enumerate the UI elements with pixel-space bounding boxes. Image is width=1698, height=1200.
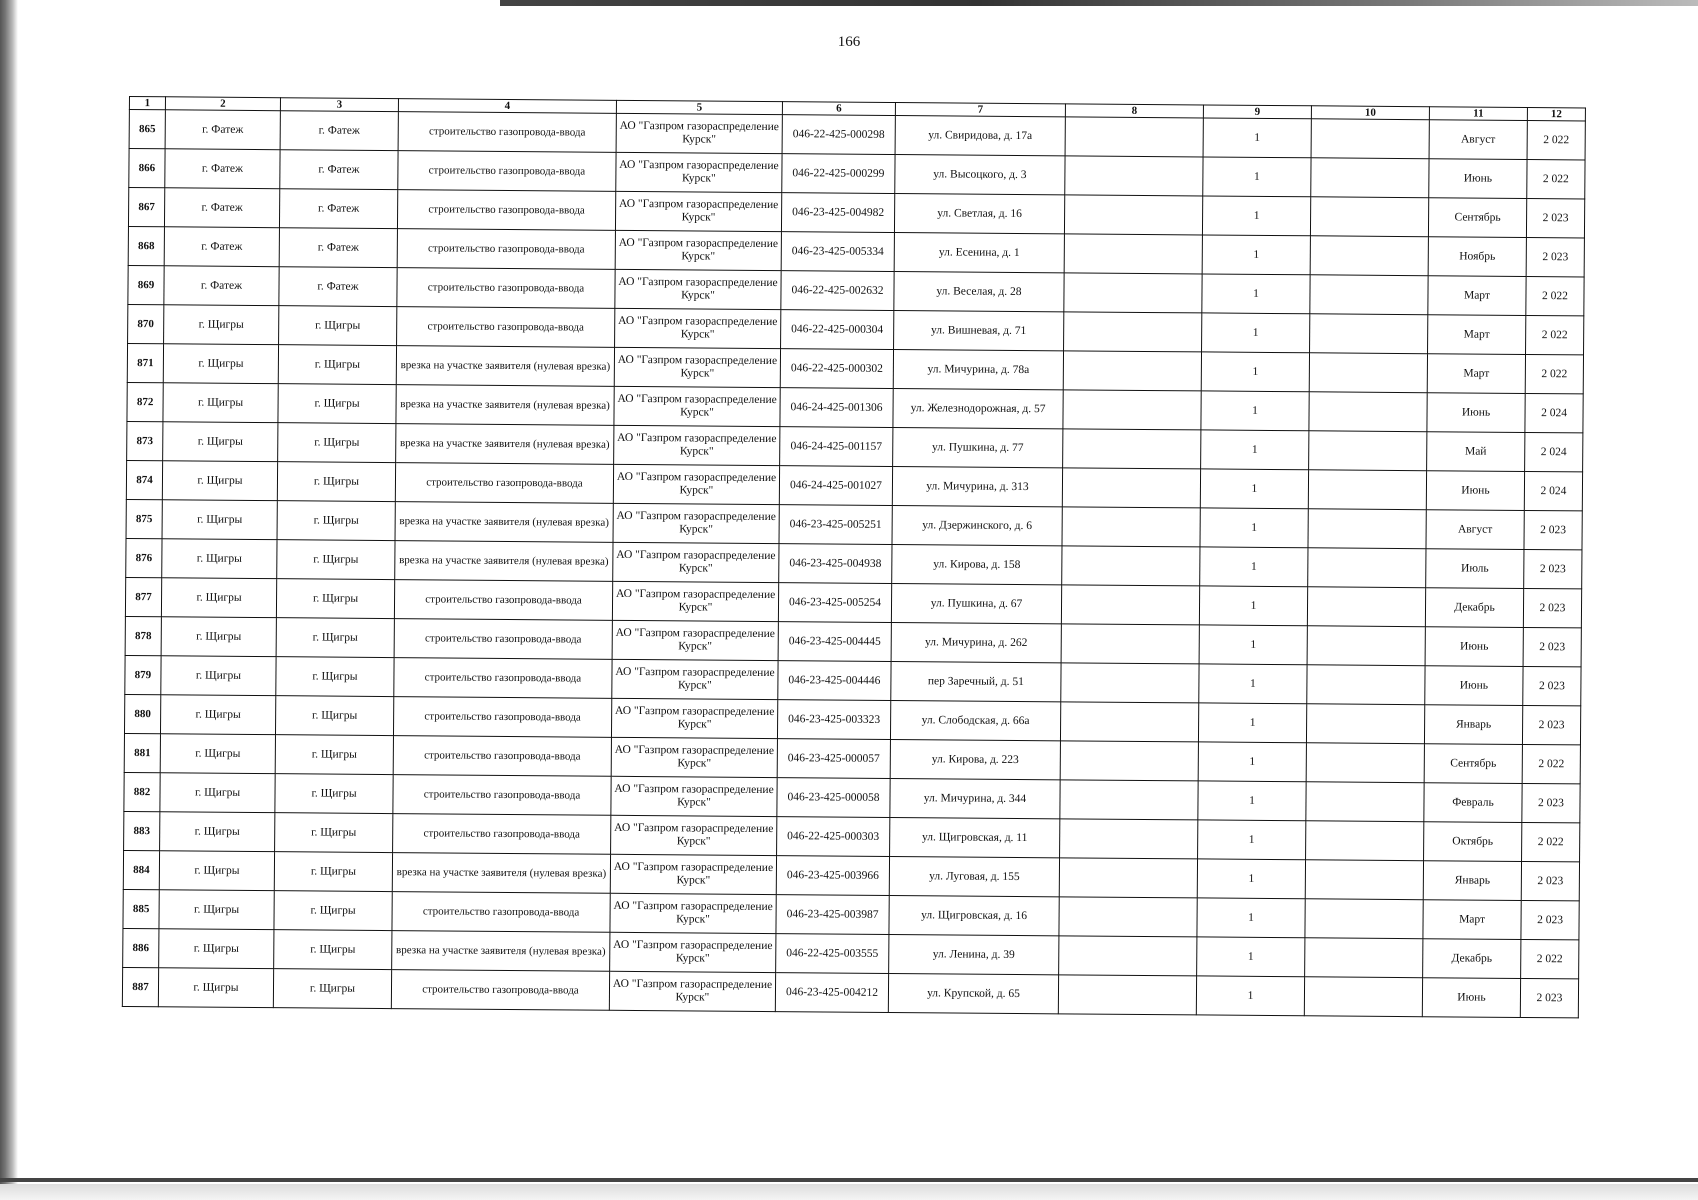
organization-cell: АО "Газпром газораспределение Курск" xyxy=(610,854,776,894)
month-cell: Сентябрь xyxy=(1428,198,1526,238)
settlement-cell: г. Фатеж xyxy=(280,111,398,151)
work-type-cell: строительство газопровода-ввода xyxy=(393,736,611,777)
year-cell: 2 023 xyxy=(1521,861,1579,900)
column-8-cell xyxy=(1065,117,1203,157)
column-8-cell xyxy=(1063,429,1201,469)
address-cell: ул. Веселая, д. 28 xyxy=(894,272,1064,312)
row-number: 883 xyxy=(124,811,160,850)
page-number: 166 xyxy=(837,34,861,50)
month-cell: Январь xyxy=(1423,861,1521,901)
scan-edge-top xyxy=(500,0,1698,6)
municipality-cell: г. Щигры xyxy=(162,461,277,501)
column-10-cell xyxy=(1307,626,1425,666)
application-code-cell: 046-22-425-000302 xyxy=(780,349,893,389)
settlement-cell: г. Фатеж xyxy=(279,189,397,229)
municipality-cell: г. Щигры xyxy=(161,578,276,618)
year-cell: 2 023 xyxy=(1524,510,1582,549)
work-type-cell: строительство газопровода-ввода xyxy=(397,190,615,231)
quantity-cell: 1 xyxy=(1196,976,1304,1016)
column-8-cell xyxy=(1064,273,1202,313)
work-type-cell: врезка на участке заявителя (нулевая врезка) xyxy=(396,346,614,387)
address-cell: ул. Щигровская, д. 16 xyxy=(889,895,1059,935)
column-10-cell xyxy=(1309,431,1427,471)
column-10-cell xyxy=(1305,938,1423,978)
address-cell: ул. Пушкина, д. 67 xyxy=(891,584,1061,624)
organization-cell: АО "Газпром газораспределение Курск" xyxy=(610,893,776,933)
quantity-cell: 1 xyxy=(1202,274,1310,314)
row-number: 871 xyxy=(127,343,163,382)
address-cell: ул. Ленина, д. 39 xyxy=(889,934,1059,974)
row-number: 877 xyxy=(125,577,161,616)
column-8-cell xyxy=(1062,468,1200,508)
municipality-cell: г. Щигры xyxy=(160,812,275,852)
settlement-cell: г. Щигры xyxy=(277,540,395,580)
organization-cell: АО "Газпром газораспределение Курск" xyxy=(611,815,777,855)
address-cell: ул. Высоцкого, д. 3 xyxy=(895,155,1065,195)
settlement-cell: г. Щигры xyxy=(274,891,392,931)
column-8-cell xyxy=(1060,819,1198,859)
municipality-cell: г. Фатеж xyxy=(165,110,280,150)
settlement-cell: г. Щигры xyxy=(273,969,391,1009)
column-8-cell xyxy=(1064,312,1202,352)
application-code-cell: 046-23-425-000058 xyxy=(777,778,890,818)
application-code-cell: 046-23-425-003966 xyxy=(776,856,889,896)
application-code-cell: 046-23-425-005251 xyxy=(779,505,892,545)
municipality-cell: г. Щигры xyxy=(158,968,273,1008)
scan-edge-left xyxy=(0,0,18,1200)
column-10-cell xyxy=(1306,821,1424,861)
month-cell: Август xyxy=(1429,120,1527,160)
organization-cell: АО "Газпром газораспределение Курск" xyxy=(613,542,779,582)
settlement-cell: г. Фатеж xyxy=(280,150,398,190)
column-10-cell xyxy=(1308,548,1426,588)
column-8-cell xyxy=(1062,546,1200,586)
municipality-cell: г. Щигры xyxy=(159,851,274,891)
application-code-cell: 046-22-425-000304 xyxy=(781,310,894,350)
year-cell: 2 024 xyxy=(1525,393,1583,432)
settlement-cell: г. Щигры xyxy=(277,501,395,541)
organization-cell: АО "Газпром газораспределение Курск" xyxy=(610,932,776,972)
work-type-cell: строительство газопровода-ввода xyxy=(395,463,613,504)
column-8-cell xyxy=(1058,975,1196,1015)
settlement-cell: г. Щигры xyxy=(279,306,397,346)
column-8-cell xyxy=(1059,897,1197,937)
settlement-cell: г. Фатеж xyxy=(279,228,397,268)
month-cell: Декабрь xyxy=(1425,588,1523,628)
quantity-cell: 1 xyxy=(1199,586,1307,626)
quantity-cell: 1 xyxy=(1202,313,1310,353)
work-type-cell: врезка на участке заявителя (нулевая врезка) xyxy=(396,424,614,465)
work-type-cell: врезка на участке заявителя (нулевая врезка) xyxy=(395,502,613,543)
column-10-cell xyxy=(1310,314,1428,354)
column-8-cell xyxy=(1059,936,1197,976)
year-cell: 2 022 xyxy=(1527,159,1585,198)
application-code-cell: 046-23-425-004446 xyxy=(778,661,891,701)
column-8-cell xyxy=(1064,234,1202,274)
organization-cell: АО "Газпром газораспределение Курск" xyxy=(611,737,777,777)
municipality-cell: г. Фатеж xyxy=(164,266,279,306)
registry-table xyxy=(122,96,1586,1018)
organization-cell: АО "Газпром газораспределение Курск" xyxy=(612,659,778,699)
work-type-cell: врезка на участке заявителя (нулевая врезка) xyxy=(392,931,610,972)
settlement-cell: г. Щигры xyxy=(276,618,394,658)
year-cell: 2 023 xyxy=(1521,900,1579,939)
row-number: 887 xyxy=(122,967,158,1006)
municipality-cell: г. Фатеж xyxy=(164,227,279,267)
column-8-cell xyxy=(1060,702,1198,742)
column-10-cell xyxy=(1306,743,1424,783)
column-10-cell xyxy=(1306,782,1424,822)
municipality-cell: г. Щигры xyxy=(162,500,277,540)
address-cell: ул. Мичурина, д. 262 xyxy=(891,623,1061,663)
settlement-cell: г. Фатеж xyxy=(279,267,397,307)
organization-cell: АО "Газпром газораспределение Курск" xyxy=(615,269,781,309)
quantity-cell: 1 xyxy=(1200,547,1308,587)
column-8-cell xyxy=(1059,858,1197,898)
application-code-cell: 046-23-425-000057 xyxy=(777,739,890,779)
row-number: 875 xyxy=(126,499,162,538)
settlement-cell: г. Щигры xyxy=(275,774,393,814)
municipality-cell: г. Щигры xyxy=(160,734,275,774)
column-number: 5 xyxy=(616,100,782,114)
municipality-cell: г. Щигры xyxy=(162,539,277,579)
municipality-cell: г. Щигры xyxy=(163,344,278,384)
application-code-cell: 046-23-425-005334 xyxy=(781,232,894,272)
month-cell: Сентябрь xyxy=(1424,744,1522,784)
quantity-cell: 1 xyxy=(1198,820,1306,860)
year-cell: 2 023 xyxy=(1526,237,1584,276)
municipality-cell: г. Щигры xyxy=(161,656,276,696)
settlement-cell: г. Щигры xyxy=(277,462,395,502)
application-code-cell: 046-22-425-003555 xyxy=(776,934,889,974)
quantity-cell: 1 xyxy=(1201,352,1309,392)
municipality-cell: г. Щигры xyxy=(160,695,275,735)
year-cell: 2 022 xyxy=(1527,120,1585,159)
address-cell: ул. Есенина, д. 1 xyxy=(894,233,1064,273)
column-10-cell xyxy=(1305,899,1423,939)
organization-cell: АО "Газпром газораспределение Курск" xyxy=(609,971,775,1011)
work-type-cell: строительство газопровода-ввода xyxy=(393,775,611,816)
settlement-cell: г. Щигры xyxy=(275,696,393,736)
application-code-cell: 046-23-425-004445 xyxy=(778,622,891,662)
organization-cell: АО "Газпром газораспределение Курск" xyxy=(616,113,782,153)
year-cell: 2 023 xyxy=(1526,198,1584,237)
address-cell: ул. Мичурина, д. 78а xyxy=(893,350,1063,390)
row-number: 886 xyxy=(123,928,159,967)
column-10-cell xyxy=(1307,587,1425,627)
quantity-cell: 1 xyxy=(1198,742,1306,782)
column-8-cell xyxy=(1061,624,1199,664)
month-cell: Июнь xyxy=(1425,666,1523,706)
column-8-cell xyxy=(1064,195,1202,235)
year-cell: 2 023 xyxy=(1523,666,1581,705)
work-type-cell: строительство газопровода-ввода xyxy=(394,658,612,699)
work-type-cell: врезка на участке заявителя (нулевая врезка) xyxy=(396,385,614,426)
quantity-cell: 1 xyxy=(1202,196,1310,236)
year-cell: 2 022 xyxy=(1522,822,1580,861)
year-cell: 2 023 xyxy=(1520,978,1578,1017)
year-cell: 2 022 xyxy=(1526,315,1584,354)
work-type-cell: строительство газопровода-ввода xyxy=(397,307,615,348)
column-number: 12 xyxy=(1527,107,1585,120)
organization-cell: АО "Газпром газораспределение Курск" xyxy=(616,152,782,192)
work-type-cell: строительство газопровода-ввода xyxy=(393,814,611,855)
address-cell: ул. Мичурина, д. 313 xyxy=(892,467,1062,507)
column-10-cell xyxy=(1307,665,1425,705)
year-cell: 2 023 xyxy=(1524,549,1582,588)
address-cell: ул. Слободская, д. 66а xyxy=(890,701,1060,741)
work-type-cell: врезка на участке заявителя (нулевая врезка) xyxy=(392,853,610,894)
address-cell: ул. Железнодорожная, д. 57 xyxy=(893,389,1063,429)
municipality-cell: г. Щигры xyxy=(159,890,274,930)
column-8-cell xyxy=(1065,156,1203,196)
application-code-cell: 046-23-425-004938 xyxy=(779,544,892,584)
column-number: 8 xyxy=(1065,104,1203,118)
year-cell: 2 022 xyxy=(1525,354,1583,393)
work-type-cell: строительство газопровода-ввода xyxy=(398,151,616,192)
organization-cell: АО "Газпром газораспределение Курск" xyxy=(614,386,780,426)
column-8-cell xyxy=(1063,390,1201,430)
quantity-cell: 1 xyxy=(1199,625,1307,665)
organization-cell: АО "Газпром газораспределение Курск" xyxy=(613,503,779,543)
column-number: 9 xyxy=(1203,105,1311,119)
row-number: 881 xyxy=(124,733,160,772)
settlement-cell: г. Щигры xyxy=(278,384,396,424)
organization-cell: АО "Газпром газораспределение Курск" xyxy=(615,230,781,270)
application-code-cell: 046-24-425-001157 xyxy=(780,427,893,467)
municipality-cell: г. Щигры xyxy=(163,383,278,423)
month-cell: Февраль xyxy=(1424,783,1522,823)
row-number: 879 xyxy=(125,655,161,694)
municipality-cell: г. Щигры xyxy=(163,422,278,462)
month-cell: Март xyxy=(1427,354,1525,394)
column-10-cell xyxy=(1309,392,1427,432)
organization-cell: АО "Газпром газораспределение Курск" xyxy=(611,698,777,738)
month-cell: Июнь xyxy=(1426,471,1524,511)
organization-cell: АО "Газпром газораспределение Курск" xyxy=(612,581,778,621)
quantity-cell: 1 xyxy=(1197,937,1305,977)
column-10-cell xyxy=(1308,470,1426,510)
column-10-cell xyxy=(1310,197,1428,237)
row-number: 878 xyxy=(125,616,161,655)
year-cell: 2 023 xyxy=(1522,705,1580,744)
month-cell: Июнь xyxy=(1425,627,1523,667)
quantity-cell: 1 xyxy=(1198,781,1306,821)
municipality-cell: г. Щигры xyxy=(161,617,276,657)
year-cell: 2 024 xyxy=(1525,432,1583,471)
column-8-cell xyxy=(1060,780,1198,820)
address-cell: ул. Крупской, д. 65 xyxy=(888,973,1058,1013)
row-number: 876 xyxy=(126,538,162,577)
column-10-cell xyxy=(1311,158,1429,198)
row-number: 873 xyxy=(127,421,163,460)
settlement-cell: г. Щигры xyxy=(278,345,396,385)
organization-cell: АО "Газпром газораспределение Курск" xyxy=(612,620,778,660)
column-number: 4 xyxy=(398,99,616,114)
month-cell: Июнь xyxy=(1429,159,1527,199)
address-cell: ул. Дзержинского, д. 6 xyxy=(892,506,1062,546)
quantity-cell: 1 xyxy=(1203,118,1311,158)
column-number: 11 xyxy=(1429,107,1527,121)
quantity-cell: 1 xyxy=(1202,235,1310,275)
organization-cell: АО "Газпром газораспределение Курск" xyxy=(614,425,780,465)
year-cell: 2 024 xyxy=(1524,471,1582,510)
column-10-cell xyxy=(1310,275,1428,315)
column-10-cell xyxy=(1311,119,1429,159)
row-number: 868 xyxy=(128,226,164,265)
year-cell: 2 023 xyxy=(1523,588,1581,627)
work-type-cell: строительство газопровода-ввода xyxy=(398,112,616,153)
quantity-cell: 1 xyxy=(1197,859,1305,899)
quantity-cell: 1 xyxy=(1199,664,1307,704)
quantity-cell: 1 xyxy=(1201,430,1309,470)
column-number: 1 xyxy=(129,97,165,110)
address-cell: ул. Свиридова, д. 17а xyxy=(895,116,1065,156)
year-cell: 2 022 xyxy=(1526,276,1584,315)
row-number: 880 xyxy=(124,694,160,733)
column-number: 7 xyxy=(895,103,1065,117)
column-10-cell xyxy=(1308,509,1426,549)
month-cell: Июнь xyxy=(1427,393,1525,433)
settlement-cell: г. Щигры xyxy=(278,423,396,463)
column-10-cell xyxy=(1304,977,1422,1017)
settlement-cell: г. Щигры xyxy=(274,930,392,970)
work-type-cell: врезка на участке заявителя (нулевая врезка) xyxy=(395,541,613,582)
column-8-cell xyxy=(1061,663,1199,703)
address-cell: ул. Светлая, д. 16 xyxy=(894,194,1064,234)
settlement-cell: г. Щигры xyxy=(275,735,393,775)
work-type-cell: строительство газопровода-ввода xyxy=(397,268,615,309)
year-cell: 2 022 xyxy=(1522,744,1580,783)
settlement-cell: г. Щигры xyxy=(274,852,392,892)
application-code-cell: 046-23-425-005254 xyxy=(778,583,891,623)
month-cell: Март xyxy=(1423,900,1521,940)
month-cell: Июнь xyxy=(1422,978,1520,1018)
row-number: 884 xyxy=(123,850,159,889)
address-cell: ул. Кирова, д. 158 xyxy=(892,545,1062,585)
quantity-cell: 1 xyxy=(1200,508,1308,548)
month-cell: Март xyxy=(1428,276,1526,316)
work-type-cell: строительство газопровода-ввода xyxy=(394,580,612,621)
organization-cell: АО "Газпром газораспределение Курск" xyxy=(614,347,780,387)
application-code-cell: 046-22-425-000299 xyxy=(782,154,895,194)
row-number: 866 xyxy=(129,149,165,188)
application-code-cell: 046-23-425-003323 xyxy=(777,700,890,740)
municipality-cell: г. Щигры xyxy=(160,773,275,813)
row-number: 882 xyxy=(124,772,160,811)
month-cell: Январь xyxy=(1424,705,1522,745)
address-cell: ул. Пушкина, д. 77 xyxy=(893,428,1063,468)
column-8-cell xyxy=(1060,741,1198,781)
year-cell: 2 023 xyxy=(1523,627,1581,666)
column-8-cell xyxy=(1063,351,1201,391)
work-type-cell: строительство газопровода-ввода xyxy=(391,970,609,1011)
month-cell: Март xyxy=(1428,315,1526,355)
settlement-cell: г. Щигры xyxy=(275,813,393,853)
organization-cell: АО "Газпром газораспределение Курск" xyxy=(615,308,781,348)
month-cell: Ноябрь xyxy=(1428,237,1526,277)
column-8-cell xyxy=(1061,585,1199,625)
application-code-cell: 046-23-425-004982 xyxy=(781,193,894,233)
month-cell: Октябрь xyxy=(1424,822,1522,862)
row-number: 869 xyxy=(128,265,164,304)
column-number: 6 xyxy=(782,102,895,116)
column-8-cell xyxy=(1062,507,1200,547)
address-cell: ул. Мичурина, д. 344 xyxy=(890,778,1060,818)
month-cell: Июль xyxy=(1426,549,1524,589)
month-cell: Декабрь xyxy=(1423,939,1521,979)
year-cell: 2 022 xyxy=(1521,939,1579,978)
column-10-cell xyxy=(1310,236,1428,276)
quantity-cell: 1 xyxy=(1203,157,1311,197)
column-10-cell xyxy=(1306,704,1424,744)
settlement-cell: г. Щигры xyxy=(276,579,394,619)
organization-cell: АО "Газпром газораспределение Курск" xyxy=(611,776,777,816)
application-code-cell: 046-23-425-003987 xyxy=(776,895,889,935)
row-number: 867 xyxy=(128,188,164,227)
application-code-cell: 046-24-425-001306 xyxy=(780,388,893,428)
application-code-cell: 046-24-425-001027 xyxy=(779,466,892,506)
municipality-cell: г. Щигры xyxy=(164,305,279,345)
row-number: 865 xyxy=(129,110,165,149)
address-cell: ул. Луговая, д. 155 xyxy=(889,856,1059,896)
month-cell: Август xyxy=(1426,510,1524,550)
address-cell: пер Заречный, д. 51 xyxy=(891,662,1061,702)
organization-cell: АО "Газпром газораспределение Курск" xyxy=(613,464,779,504)
column-10-cell xyxy=(1309,353,1427,393)
address-cell: ул. Кирова, д. 223 xyxy=(890,740,1060,780)
address-cell: ул. Щигровская, д. 11 xyxy=(890,817,1060,857)
row-number: 870 xyxy=(128,304,164,343)
quantity-cell: 1 xyxy=(1201,391,1309,431)
work-type-cell: строительство газопровода-ввода xyxy=(393,697,611,738)
quantity-cell: 1 xyxy=(1197,898,1305,938)
municipality-cell: г. Фатеж xyxy=(165,149,280,189)
month-cell: Май xyxy=(1427,432,1525,472)
column-number: 2 xyxy=(165,97,280,111)
column-number: 3 xyxy=(280,98,398,112)
application-code-cell: 046-22-425-000298 xyxy=(782,115,895,155)
work-type-cell: строительство газопровода-ввода xyxy=(394,619,612,660)
application-code-cell: 046-22-425-000303 xyxy=(777,817,890,857)
column-10-cell xyxy=(1305,860,1423,900)
year-cell: 2 023 xyxy=(1522,783,1580,822)
row-number: 885 xyxy=(123,889,159,928)
application-code-cell: 046-23-425-004212 xyxy=(775,973,888,1013)
quantity-cell: 1 xyxy=(1200,469,1308,509)
scan-shadow-bottom xyxy=(0,1184,1698,1200)
quantity-cell: 1 xyxy=(1198,703,1306,743)
scan-edge-bottom xyxy=(0,1178,1698,1182)
address-cell: ул. Вишневая, д. 71 xyxy=(894,311,1064,351)
work-type-cell: строительство газопровода-ввода xyxy=(397,229,615,270)
row-number: 872 xyxy=(127,382,163,421)
organization-cell: АО "Газпром газораспределение Курск" xyxy=(615,191,781,231)
work-type-cell: строительство газопровода-ввода xyxy=(392,892,610,933)
municipality-cell: г. Фатеж xyxy=(164,188,279,228)
row-number: 874 xyxy=(126,460,162,499)
column-number: 10 xyxy=(1311,106,1429,120)
settlement-cell: г. Щигры xyxy=(276,657,394,697)
municipality-cell: г. Щигры xyxy=(159,929,274,969)
application-code-cell: 046-22-425-002632 xyxy=(781,271,894,311)
